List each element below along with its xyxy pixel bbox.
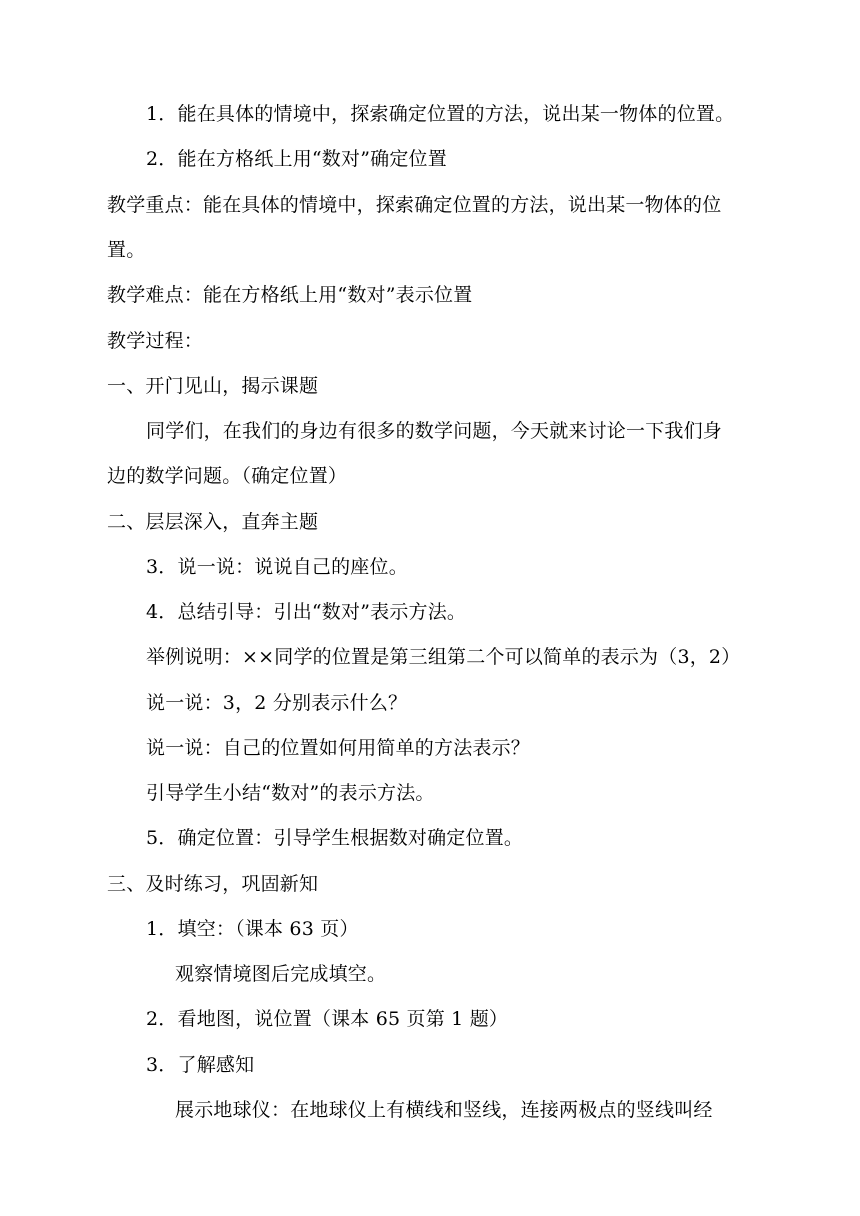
exercise-3-detail: 展示地球仪：在地球仪上有横线和竖线，连接两极点的竖线叫经 (175, 1099, 713, 1121)
teaching-focus-continued: 置。 (107, 239, 146, 261)
section-2-heading: 二、层层深入，直奔主题 (107, 511, 319, 533)
example-note: 举例说明：××同学的位置是第三组第二个可以简单的表示为（3，2） (146, 646, 741, 668)
summary-note: 引导学生小结“数对”的表示方法。 (146, 782, 435, 804)
section-1-paragraph: 同学们，在我们的身边有很多的数学问题，今天就来讨论一下我们身 (146, 420, 723, 442)
step-5: 5．确定位置：引导学生根据数对确定位置。 (146, 827, 524, 849)
objective-1: 1．能在具体的情境中，探索确定位置的方法，说出某一物体的位置。 (146, 103, 735, 125)
teaching-focus: 教学重点：能在具体的情境中，探索确定位置的方法，说出某一物体的位 (107, 194, 722, 216)
step-4: 4．总结引导：引出“数对”表示方法。 (146, 601, 467, 623)
discussion-1: 说一说：3，2 分别表示什么？ (146, 692, 408, 714)
section-3-heading: 三、及时练习，巩固新知 (107, 873, 319, 895)
section-1-heading: 一、开门见山，揭示课题 (107, 375, 319, 397)
teaching-difficulty: 教学难点：能在方格纸上用“数对”表示位置 (107, 284, 473, 306)
exercise-2: 2．看地图，说位置（课本 65 页第 1 题） (146, 1008, 509, 1030)
exercise-1-detail: 观察情境图后完成填空。 (175, 963, 387, 985)
section-1-paragraph-continued: 边的数学问题。（确定位置） (107, 465, 348, 487)
exercise-3: 3．了解感知 (146, 1054, 255, 1076)
exercise-1: 1．填空：（课本 63 页） (146, 918, 359, 940)
objective-2: 2．能在方格纸上用“数对”确定位置 (146, 148, 447, 170)
step-3: 3．说一说：说说自己的座位。 (146, 556, 408, 578)
teaching-process-heading: 教学过程： (107, 330, 204, 352)
discussion-2: 说一说：自己的位置如何用简单的方法表示？ (146, 737, 531, 759)
